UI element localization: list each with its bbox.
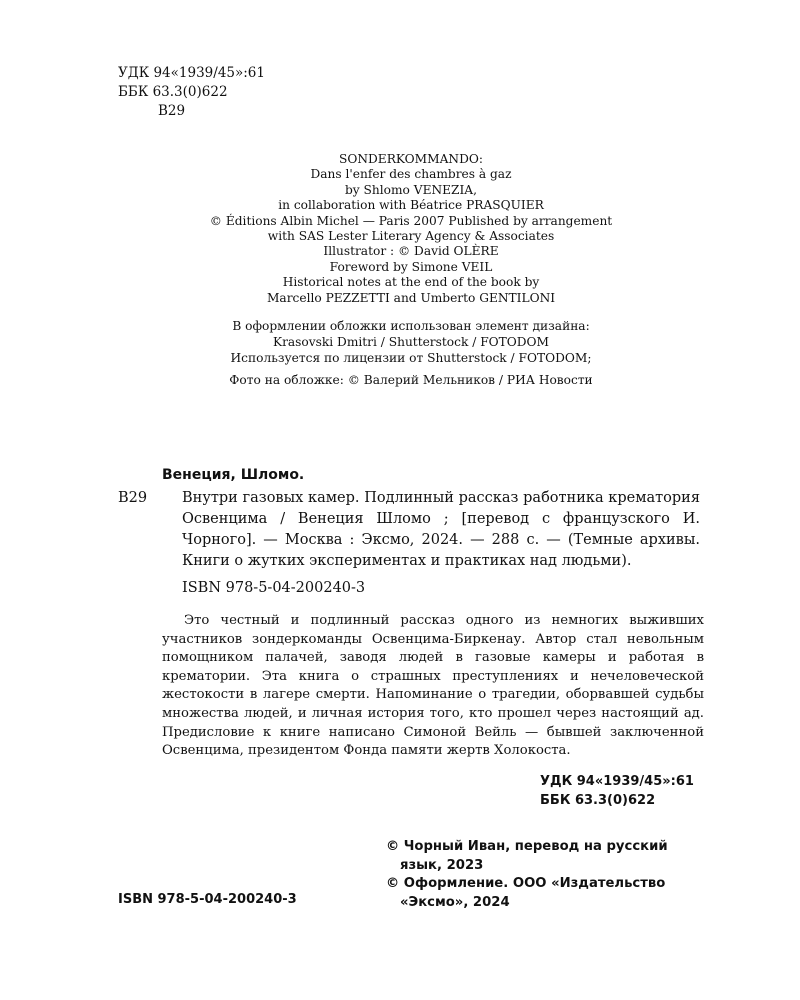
- copyright-notices: [386, 838, 716, 912]
- translation-copyright-cont: язык, 2023: [400, 857, 484, 873]
- bbk-code: ББК 63.3(0)622: [118, 84, 228, 100]
- credit-line: in collaboration with Béatrice PRASQUIER: [278, 198, 544, 213]
- cover-credit-line: Krasovski Dmitri / Shutterstock / FOTODOM: [272, 335, 550, 349]
- bib-author-mark: В29: [118, 490, 148, 506]
- book-annotation: Это честный и подлинный рассказ одного из немногих выживших участников зондеркоманды Освенцима-Биркенау. Автор стал невольным помощником палачей, заводя людей в газовые камеры и работая в крематории. Эта книга о страшных преступлениях и нечеловеческой жестокости в лагере смерти. Напоминание о трагедии, оборвавшей судьбы множества людей, и личная история того, кто прошел через настоящий ад. Предисловие к книге написано Симоной Вейль — бывшей заключенной Освенцима, президентом Фонда памяти жертв Холокоста.: [162, 613, 704, 759]
- credit-line: Historical notes at the end of the book by: [282, 275, 540, 290]
- classification-codes-bottom: [540, 772, 694, 810]
- bib-author: Венеция, Шломо.: [162, 467, 305, 483]
- credit-line: with SAS Lester Literary Agency & Associates: [267, 229, 555, 244]
- udk-code-bottom: УДК 94«1939/45»:61: [540, 774, 694, 789]
- cover-photo-credit: Фото на обложке: © Валерий Мельников / РИА Новости: [229, 373, 593, 387]
- bbk-code-bottom: ББК 63.3(0)622: [540, 793, 656, 808]
- design-copyright: © Оформление. ООО «Издательство: [386, 876, 666, 891]
- bibliographic-record: [118, 465, 708, 599]
- author-mark: В29: [158, 103, 186, 119]
- credit-line: Foreword by Simone VEIL: [329, 259, 493, 274]
- credit-line: by Shlomo VENEZIA,: [345, 182, 477, 197]
- cover-design-credits: [150, 318, 672, 388]
- credit-line: © Éditions Albin Michel — Paris 2007 Published by arrangement: [209, 213, 613, 228]
- design-copyright-cont: «Эксмо», 2024: [400, 894, 510, 910]
- original-edition-credits: [150, 152, 672, 306]
- credit-line: Marcello PEZZETTI and Umberto GENTILONI: [266, 290, 556, 305]
- bib-entry: [118, 488, 708, 572]
- classification-codes-top: [118, 64, 265, 121]
- credit-line: Dans l'enfer des chambres à gaz: [310, 167, 512, 182]
- isbn-bottom: ISBN 978-5-04-200240-3: [118, 892, 297, 907]
- credit-line: Illustrator : © David OLÈRE: [323, 244, 499, 259]
- cover-credit-line: Используется по лицензии от Shutterstock / FOTODOM;: [230, 351, 592, 365]
- cover-credit-line: В оформлении обложки использован элемент дизайна:: [232, 319, 590, 333]
- translation-copyright: © Чорный Иван, перевод на русский: [386, 839, 668, 854]
- credit-line: SONDERKOMMANDO:: [339, 152, 483, 166]
- udk-code: УДК 94«1939/45»:61: [118, 65, 265, 81]
- bib-description: Внутри газовых камер. Подлинный рассказ работника крематория Освенцима / Венеция Шломо ; [перевод с французского И. Чорного]. — Москва : Эксмо, 2024. — 288 с. — (Темные архивы. Книги о жутких экспериментах и практиках над людьми).: [182, 490, 700, 569]
- bib-isbn: ISBN 978-5-04-200240-3: [182, 580, 366, 596]
